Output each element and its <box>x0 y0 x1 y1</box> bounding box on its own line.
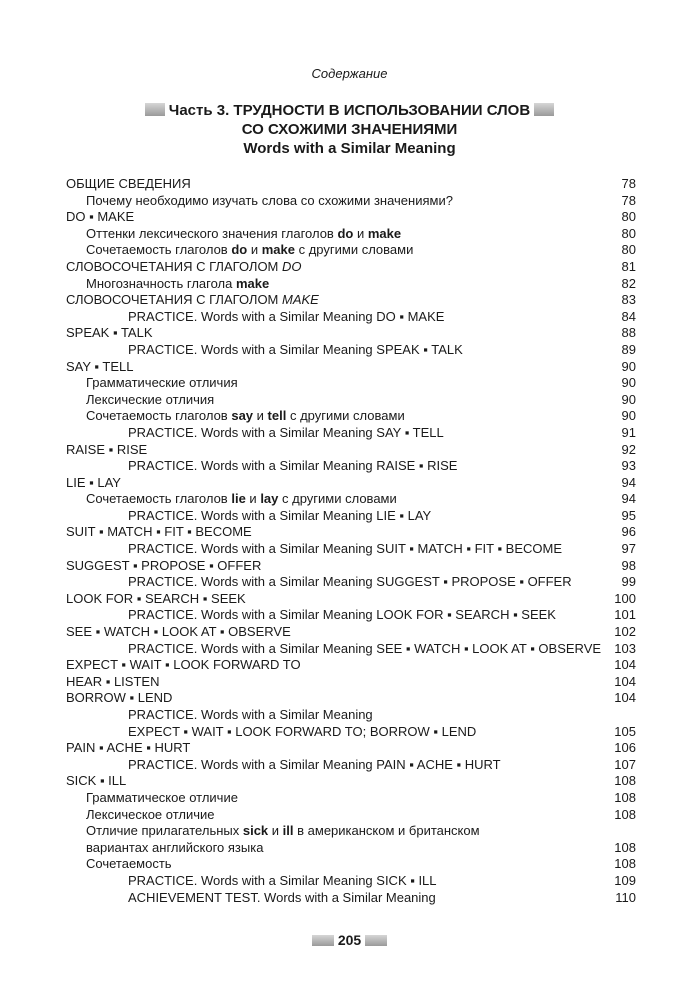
toc-entry-page: 92 <box>621 441 636 457</box>
toc-entry-page: 80 <box>621 242 636 258</box>
toc-entry-text: tell <box>267 408 287 424</box>
toc-entry-text: СЛОВОСОЧЕТАНИЯ С ГЛАГОЛОМ <box>66 258 282 274</box>
toc-entry-text: do <box>231 242 248 258</box>
toc-entry-title <box>86 790 238 807</box>
toc-entry-text: make <box>261 242 295 258</box>
toc-entry-text: DO ▪ MAKE <box>66 209 135 225</box>
toc-entry <box>66 475 636 492</box>
toc-entry-text: PRACTICE. Words with a Similar Meaning SICK ▪ ILL <box>128 872 437 888</box>
toc-entry <box>66 641 636 658</box>
toc-entry-title <box>66 176 191 193</box>
toc-entry-text: lie <box>231 491 246 507</box>
toc-entry-text: lay <box>260 491 279 507</box>
toc-entry-title <box>128 342 463 359</box>
toc-entry <box>66 375 636 392</box>
toc-entry-page: 84 <box>621 308 636 324</box>
toc-entry <box>66 674 636 691</box>
toc-entry-title <box>86 392 214 409</box>
toc-entry-text: ОБЩИЕ СВЕДЕНИЯ <box>66 176 191 191</box>
toc-entry-page: 90 <box>621 358 636 374</box>
toc-entry-title <box>86 375 238 392</box>
page-number: 205 <box>337 932 362 948</box>
toc-entry-text: Отличие прилагательных <box>86 823 243 839</box>
toc-entry <box>66 425 636 442</box>
toc-entry-text: sick <box>242 823 269 839</box>
toc-entry-text: PRACTICE. Words with a Similar Meaning SUIT ▪ MATCH ▪ FIT ▪ BECOME <box>128 541 563 557</box>
toc-entry <box>66 707 636 724</box>
toc-entry-title <box>86 823 480 840</box>
gray-square-icon <box>365 935 387 946</box>
toc-entry-title <box>66 740 190 757</box>
toc-entry <box>66 408 636 425</box>
toc-entry-text: ACHIEVEMENT TEST. Words with a Similar Meaning <box>128 889 436 905</box>
toc-entry <box>66 442 636 459</box>
toc-entry-title <box>66 591 246 608</box>
toc-entry-page: 108 <box>614 839 636 855</box>
toc-entry-page: 98 <box>621 557 636 573</box>
toc-entry <box>66 890 636 907</box>
toc-entry-page: 102 <box>614 624 636 640</box>
toc-entry-page: 90 <box>621 375 636 391</box>
toc-entry-text: и <box>353 225 368 241</box>
toc-entry <box>66 458 636 475</box>
toc-entry <box>66 657 636 674</box>
toc-entry <box>66 607 636 624</box>
toc-entry-text: RAISE ▪ RISE <box>66 441 148 457</box>
toc-entry-title <box>128 458 457 475</box>
toc-entry <box>66 292 636 309</box>
toc-entry-page: 95 <box>621 507 636 523</box>
toc-entry-title <box>66 690 172 707</box>
toc-entry-title <box>66 359 133 376</box>
toc-entry-page: 91 <box>621 424 636 440</box>
toc-entry-page: 88 <box>621 325 636 341</box>
toc-entry-title <box>128 873 437 890</box>
toc-entry-text: SUIT ▪ MATCH ▪ FIT ▪ BECOME <box>66 524 252 540</box>
toc-entry-text: PRACTICE. Words with a Similar Meaning RAISE ▪ RISE <box>128 458 458 474</box>
toc-entry-page: 80 <box>621 225 636 241</box>
toc-entry <box>66 193 636 210</box>
gray-square-icon <box>534 103 554 116</box>
toc-entry-title <box>86 242 413 259</box>
toc-entry-text: и <box>268 823 283 839</box>
toc-entry <box>66 823 636 840</box>
toc-entry-page: 90 <box>621 408 636 424</box>
toc-entry-title <box>128 707 373 724</box>
toc-entry-text: Грамматические отличия <box>86 375 238 391</box>
toc-entry-page: 83 <box>621 292 636 308</box>
toc-entry-title <box>128 309 444 326</box>
toc-entry-title <box>128 757 501 774</box>
toc-entry <box>66 491 636 508</box>
toc-entry-text: с другими словами <box>286 408 405 424</box>
toc-entry-title <box>128 724 476 741</box>
toc-entry <box>66 790 636 807</box>
toc-entry-page: 80 <box>621 209 636 225</box>
toc-entry <box>66 524 636 541</box>
toc-entry-text: PAIN ▪ ACHE ▪ HURT <box>66 740 191 756</box>
toc-entry-title <box>86 807 215 824</box>
toc-entry <box>66 226 636 243</box>
toc-entry-page: 96 <box>621 524 636 540</box>
toc-entry-text: Почему необходимо изучать слова со схожими значениями? <box>86 192 453 208</box>
toc-entry-page: 108 <box>614 856 636 872</box>
page-folio <box>0 932 699 948</box>
toc-entry-page: 101 <box>614 607 636 623</box>
toc-entry-text: SICK ▪ ILL <box>66 773 127 789</box>
toc-entry-text: PRACTICE. Words with a Similar Meaning SUGGEST ▪ PROPOSE ▪ OFFER <box>128 574 572 590</box>
toc-entry-title <box>66 524 252 541</box>
part-title-line-3: Words with a Similar Meaning <box>243 140 456 157</box>
toc-entry <box>66 873 636 890</box>
toc-entry-page: 78 <box>621 192 636 208</box>
toc-entry-text: Лексические отличия <box>86 391 215 407</box>
toc-entry-text: make <box>367 225 402 241</box>
toc-entry-text: LIE ▪ LAY <box>66 474 121 490</box>
part-title <box>0 101 699 158</box>
toc-entry-title <box>66 209 134 226</box>
toc-entry-page: 89 <box>621 341 636 357</box>
toc-entry-title <box>66 475 121 492</box>
part-title-line-2: СО СХОЖИМИ ЗНАЧЕНИЯМИ <box>241 121 458 138</box>
toc-entry-text: MAKE <box>282 292 319 308</box>
toc-entry-text: и <box>245 491 261 507</box>
gray-square-icon <box>312 935 334 946</box>
toc-entry <box>66 624 636 641</box>
toc-entry-text: SUGGEST ▪ PROPOSE ▪ OFFER <box>66 557 262 573</box>
toc-entry-text: с другими словами <box>278 491 397 507</box>
toc-entry-text: PRACTICE. Words with a Similar Meaning DO ▪ MAKE <box>128 308 445 324</box>
toc-entry-page: 90 <box>621 391 636 407</box>
toc-entry <box>66 325 636 342</box>
toc-entry <box>66 574 636 591</box>
toc-entry-text: вариантах английского языка <box>86 839 264 855</box>
toc-entry-title <box>66 259 302 276</box>
toc-entry <box>66 840 636 857</box>
toc-entry <box>66 541 636 558</box>
toc-entry <box>66 342 636 359</box>
toc-entry-page: 94 <box>621 491 636 507</box>
toc-entry-title <box>86 840 263 857</box>
toc-entry <box>66 259 636 276</box>
toc-entry-title <box>86 408 405 425</box>
toc-entry-title <box>128 541 562 558</box>
toc-entry <box>66 807 636 824</box>
toc-entry-page: 107 <box>614 756 636 772</box>
toc-entry-page: 81 <box>621 258 636 274</box>
toc-entry-title <box>86 491 397 508</box>
toc-entry-text: PRACTICE. Words with a Similar Meaning LOOK FOR ▪ SEARCH ▪ SEEK <box>128 607 556 623</box>
toc-entry-page: 93 <box>621 458 636 474</box>
toc-entry <box>66 176 636 193</box>
toc-entry-text: с другими словами <box>294 242 414 258</box>
toc-entry <box>66 209 636 226</box>
toc-entry <box>66 242 636 259</box>
toc-entry-text: make <box>235 275 270 291</box>
toc-entry-text: Лексическое отличие <box>86 806 215 822</box>
toc-entry-page: 100 <box>614 590 636 606</box>
toc-entry-page: 99 <box>621 574 636 590</box>
toc-entry-text: Сочетаемость глаголов <box>86 242 232 258</box>
running-head: Содержание <box>311 66 388 81</box>
table-of-contents <box>66 176 636 906</box>
toc-entry-text: EXPECT ▪ WAIT ▪ LOOK FORWARD TO; BORROW ▪ LEND <box>128 723 477 739</box>
toc-entry-text: Сочетаемость глаголов <box>86 491 232 507</box>
toc-entry-text: BORROW ▪ LEND <box>66 690 173 706</box>
toc-entry-title <box>128 508 431 525</box>
toc-entry-text: PRACTICE. Words with a Similar Meaning <box>128 707 373 722</box>
toc-entry-text: SAY ▪ TELL <box>66 358 134 374</box>
toc-entry <box>66 392 636 409</box>
toc-entry-page: 108 <box>614 806 636 822</box>
toc-entry-page: 104 <box>614 657 636 673</box>
toc-entry-text: в американском и британском <box>293 823 480 839</box>
toc-entry-title <box>66 624 291 641</box>
toc-entry-text: DO <box>282 258 302 274</box>
toc-entry-text: ill <box>282 823 294 839</box>
toc-entry <box>66 724 636 741</box>
toc-entry-title <box>66 773 126 790</box>
toc-entry-text: PRACTICE. Words with a Similar Meaning SAY ▪ TELL <box>128 424 444 440</box>
toc-entry-title <box>66 292 319 309</box>
toc-entry-text: PRACTICE. Words with a Similar Meaning PAIN ▪ ACHE ▪ HURT <box>128 756 501 772</box>
toc-entry-text: say <box>231 408 254 424</box>
toc-entry <box>66 508 636 525</box>
toc-entry-text: Сочетаемость <box>86 856 172 872</box>
toc-entry-text: PRACTICE. Words with a Similar Meaning SPEAK ▪ TALK <box>128 341 463 357</box>
toc-entry-title <box>128 574 572 591</box>
toc-entry-title <box>66 674 159 691</box>
toc-entry <box>66 276 636 293</box>
toc-entry-title <box>66 558 261 575</box>
toc-entry-text: SEE ▪ WATCH ▪ LOOK AT ▪ OBSERVE <box>66 624 291 640</box>
toc-entry <box>66 359 636 376</box>
toc-entry-page: 108 <box>614 789 636 805</box>
part-title-line-1 <box>0 101 699 120</box>
toc-entry-title <box>66 657 301 674</box>
toc-entry-title <box>86 856 172 873</box>
toc-entry-page: 82 <box>621 275 636 291</box>
toc-entry-page: 109 <box>614 872 636 888</box>
toc-entry <box>66 757 636 774</box>
toc-entry-text: LOOK FOR ▪ SEARCH ▪ SEEK <box>66 590 246 606</box>
toc-entry <box>66 690 636 707</box>
toc-entry <box>66 558 636 575</box>
toc-entry-text: СЛОВОСОЧЕТАНИЯ С ГЛАГОЛОМ <box>66 292 282 308</box>
toc-entry <box>66 309 636 326</box>
toc-entry-text: Оттенки лексического значения глаголов <box>86 225 338 241</box>
toc-entry-title <box>86 276 269 293</box>
toc-entry-page: 106 <box>614 740 636 756</box>
toc-entry-page: 103 <box>614 640 636 656</box>
toc-entry <box>66 773 636 790</box>
toc-entry-text: Грамматическое отличие <box>86 789 238 805</box>
toc-entry-title <box>86 226 401 243</box>
toc-entry-page: 94 <box>621 474 636 490</box>
toc-entry-page: 108 <box>614 773 636 789</box>
toc-entry-title <box>128 641 601 658</box>
toc-entry-title <box>66 442 147 459</box>
toc-entry-page: 78 <box>621 176 636 191</box>
toc-entry-text: HEAR ▪ LISTEN <box>66 673 160 689</box>
toc-entry-title <box>128 607 556 624</box>
toc-entry-text: EXPECT ▪ WAIT ▪ LOOK FORWARD TO <box>66 657 301 673</box>
part-title-text-1: Часть 3. ТРУДНОСТИ В ИСПОЛЬЗОВАНИИ СЛОВ <box>168 102 531 119</box>
toc-entry-text: и <box>253 408 268 424</box>
toc-entry-text: Сочетаемость глаголов <box>86 408 232 424</box>
toc-entry-page: 105 <box>614 723 636 739</box>
toc-entry-text: и <box>247 242 262 258</box>
toc-entry-title <box>128 425 444 442</box>
toc-entry-title <box>66 325 153 342</box>
toc-entry-text: Многозначность глагола <box>86 275 236 291</box>
toc-entry <box>66 740 636 757</box>
toc-entry <box>66 591 636 608</box>
toc-entry-text: do <box>337 225 354 241</box>
toc-entry-title <box>128 890 436 907</box>
toc-entry <box>66 856 636 873</box>
toc-entry-page: 104 <box>614 673 636 689</box>
toc-entry-page: 110 <box>615 889 636 905</box>
toc-entry-page: 97 <box>621 541 636 557</box>
toc-entry-text: SPEAK ▪ TALK <box>66 325 153 341</box>
gray-square-icon <box>145 103 165 116</box>
toc-entry-title <box>86 193 453 210</box>
toc-entry-page: 104 <box>614 690 636 706</box>
toc-entry-text: PRACTICE. Words with a Similar Meaning LIE ▪ LAY <box>128 507 432 523</box>
toc-entry-text: PRACTICE. Words with a Similar Meaning SEE ▪ WATCH ▪ LOOK AT ▪ OBSERVE <box>128 640 602 656</box>
